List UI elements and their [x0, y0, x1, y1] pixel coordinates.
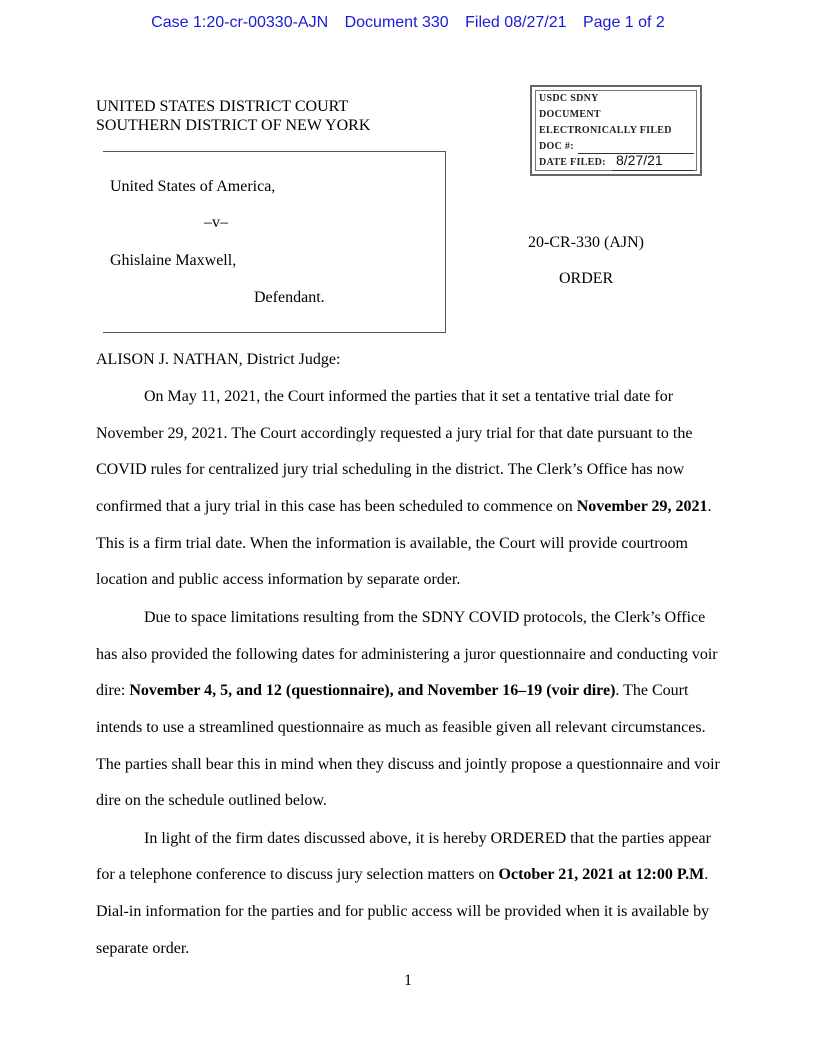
electronic-filing-stamp — [530, 85, 702, 176]
stamp-doc-label: DOC #: — [539, 141, 574, 152]
line-text: dire: — [96, 682, 130, 699]
paragraph-1-line: November 29, 2021. The Court accordingly requested a jury trial for that date pursuant to the — [96, 425, 693, 442]
line-end: . — [704, 866, 709, 883]
line-end: . The Court — [615, 682, 689, 699]
paragraph-3-line — [96, 866, 708, 884]
paragraph-1-line: location and public access information by separate order. — [96, 571, 461, 588]
case-number-header: Case 1:20-cr-00330-AJN — [151, 14, 329, 31]
case-number: 20-CR-330 (AJN) — [528, 234, 644, 251]
court-name-line2: SOUTHERN DISTRICT OF NEW YORK — [96, 117, 371, 134]
filed-date-header: Filed 08/27/21 — [465, 14, 567, 31]
plaintiff-name: United States of America, — [110, 178, 276, 195]
document-type: ORDER — [559, 270, 614, 287]
document-number-header: Document 330 — [344, 14, 449, 31]
page-number: 1 — [404, 972, 412, 989]
paragraph-1-line: COVID rules for centralized jury trial scheduling in the district. The Clerk’s Office has now — [96, 461, 685, 478]
line-text: confirmed that a jury trial in this case has been scheduled to commence on — [96, 498, 577, 515]
line-end: . — [707, 498, 712, 515]
stamp-date-rule — [612, 170, 694, 171]
line-text: for a telephone conference to discuss jury selection matters on — [96, 866, 499, 883]
paragraph-2-line: Due to space limitations resulting from the SDNY COVID protocols, the Clerk’s Office — [144, 609, 706, 626]
paragraph-3-line: separate order. — [96, 940, 190, 957]
stamp-electronically-filed: ELECTRONICALLY FILED — [539, 125, 672, 136]
page-count-header: Page 1 of 2 — [582, 14, 665, 31]
ecf-header — [0, 14, 816, 32]
paragraph-1-line — [96, 498, 712, 516]
stamp-date-label: DATE FILED: — [539, 157, 606, 168]
questionnaire-dates-bold: November 4, 5, and 12 (questionnaire), and November 16–19 (voir dire) — [129, 682, 616, 699]
stamp-document: DOCUMENT — [539, 109, 601, 120]
paragraph-3-line: In light of the firm dates discussed above, it is hereby ORDERED that the parties appear — [144, 830, 711, 847]
paragraph-2-line: The parties shall bear this in mind when they discuss and jointly propose a questionnaire and voir — [96, 756, 720, 773]
paragraph-2-line — [96, 682, 688, 700]
stamp-date-value: 8/27/21 — [616, 152, 663, 168]
paragraph-1-line: This is a firm trial date. When the information is available, the Court will provide courtroom — [96, 535, 688, 552]
judge-line: ALISON J. NATHAN, District Judge: — [96, 351, 341, 368]
paragraph-2-line: intends to use a streamlined questionnaire as much as feasible given all relevant circumstances. — [96, 719, 706, 736]
defendant-name: Ghislaine Maxwell, — [110, 252, 237, 269]
conference-date-bold: October 21, 2021 at 12:00 P.M — [498, 866, 705, 883]
trial-date-bold: November 29, 2021 — [576, 498, 708, 515]
paragraph-1-line: On May 11, 2021, the Court informed the parties that it set a tentative trial date for — [144, 388, 674, 405]
stamp-court: USDC SDNY — [539, 93, 599, 104]
court-name-line1: UNITED STATES DISTRICT COURT — [96, 98, 349, 115]
paragraph-2-line: dire on the schedule outlined below. — [96, 792, 327, 809]
paragraph-3-line: Dial-in information for the parties and for public access will be provided when it is available by — [96, 903, 710, 920]
versus-label: –v– — [204, 214, 228, 231]
paragraph-2-line: has also provided the following dates for administering a juror questionnaire and conducting voir — [96, 646, 718, 663]
defendant-role: Defendant. — [254, 289, 325, 306]
